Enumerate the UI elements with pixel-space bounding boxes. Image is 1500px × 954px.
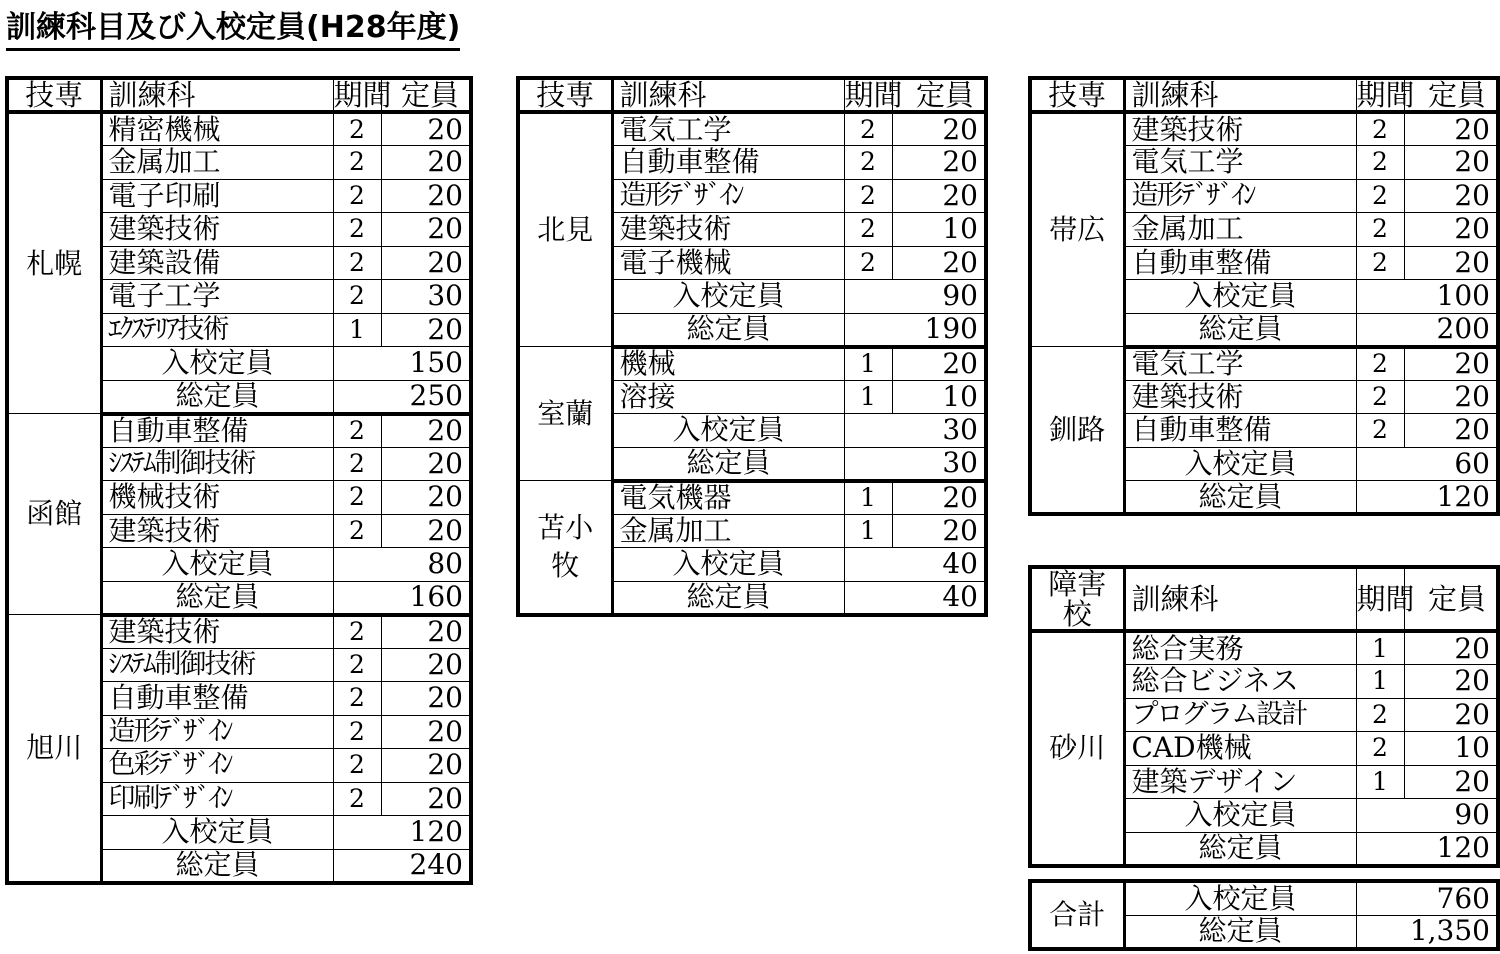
- course-period: 2: [333, 682, 381, 716]
- course-period: 2: [1356, 146, 1404, 180]
- total-value: 120: [1356, 832, 1498, 866]
- total-value: 250: [333, 380, 471, 414]
- table-grand-total: [1028, 879, 1500, 951]
- course-period: 2: [1356, 112, 1404, 146]
- course-capacity: 20: [1404, 146, 1498, 180]
- campus-course-table: [516, 76, 988, 617]
- total-value: 120: [1356, 481, 1498, 515]
- course-name: 色彩ﾃﾞｻﾞｲﾝ: [101, 749, 333, 783]
- course-name: 建築技術: [101, 213, 333, 247]
- admission-label: 入校定員: [101, 347, 333, 381]
- course-capacity: 20: [1404, 698, 1498, 732]
- campus-name: 帯広: [1030, 112, 1124, 347]
- course-row: [1030, 631, 1498, 665]
- total-value: 240: [333, 849, 471, 883]
- total-label: 総定員: [101, 581, 333, 615]
- header-campus: 技専: [518, 78, 612, 112]
- course-capacity: 20: [892, 514, 986, 548]
- campus-course-table: [1028, 76, 1500, 516]
- admission-label: 入校定員: [101, 548, 333, 582]
- admission-label: 入校定員: [1124, 447, 1356, 481]
- header-campus: 技専: [1030, 78, 1124, 112]
- grand-total-label: 合計: [1030, 881, 1124, 949]
- admission-value: 120: [333, 816, 471, 850]
- course-period: 2: [1356, 732, 1404, 766]
- course-capacity: 20: [381, 313, 471, 347]
- header-row: [7, 78, 471, 112]
- course-name: 建築技術: [1124, 112, 1356, 146]
- course-period: 2: [333, 246, 381, 280]
- course-capacity: 20: [381, 481, 471, 515]
- course-name: 電子機械: [612, 246, 844, 280]
- course-period: 2: [1356, 347, 1404, 381]
- course-period: 2: [333, 615, 381, 649]
- course-period: 2: [844, 146, 892, 180]
- course-period: 1: [844, 514, 892, 548]
- course-period: 2: [333, 179, 381, 213]
- admission-value: 80: [333, 548, 471, 582]
- grand-admission-label: 入校定員: [1124, 881, 1356, 915]
- course-name: 自動車整備: [101, 682, 333, 716]
- campus-name: 釧路: [1030, 347, 1124, 515]
- course-name: 自動車整備: [1124, 414, 1356, 448]
- total-label: 総定員: [612, 447, 844, 481]
- course-period: 1: [844, 380, 892, 414]
- header-period: 期間: [1356, 78, 1415, 112]
- course-period: 2: [1356, 246, 1404, 280]
- course-capacity: 20: [381, 447, 471, 481]
- header-period: 期間: [333, 78, 392, 112]
- total-label: 総定員: [101, 849, 333, 883]
- course-period: 2: [333, 112, 381, 146]
- course-name: プログラム設計: [1124, 698, 1356, 732]
- course-period: 2: [1356, 698, 1404, 732]
- course-capacity: 20: [381, 414, 471, 448]
- course-capacity: 20: [381, 112, 471, 146]
- grand-total-capacity-label: 総定員: [1124, 915, 1356, 949]
- course-name: CAD機械: [1124, 732, 1356, 766]
- course-name: ｼｽﾃﾑ制御技術: [101, 648, 333, 682]
- course-period: 2: [844, 179, 892, 213]
- course-name: 建築技術: [101, 615, 333, 649]
- course-capacity: 20: [381, 615, 471, 649]
- course-period: 1: [1356, 631, 1404, 665]
- course-capacity: 20: [381, 514, 471, 548]
- header-capacity: 定員: [1404, 78, 1498, 112]
- header-course: 訓練科: [612, 78, 844, 112]
- course-capacity: 20: [381, 246, 471, 280]
- header-campus: 障害校: [1030, 567, 1124, 631]
- campus-course-table: [5, 76, 473, 885]
- course-name: 総合ビジネス: [1124, 665, 1356, 699]
- course-name: 造形ﾃﾞｻﾞｲﾝ: [1124, 179, 1356, 213]
- course-row: [518, 112, 986, 146]
- course-name: 電気工学: [612, 112, 844, 146]
- course-period: 1: [1356, 765, 1404, 799]
- course-name: 溶接: [612, 380, 844, 414]
- grand-admission-value: 760: [1356, 881, 1498, 915]
- course-capacity: 20: [1404, 112, 1498, 146]
- course-name: ｼｽﾃﾑ制御技術: [101, 447, 333, 481]
- course-capacity: 20: [892, 246, 986, 280]
- course-name: ｴｸｽﾃﾘｱ技術: [101, 313, 333, 347]
- course-capacity: 20: [1404, 246, 1498, 280]
- course-capacity: 20: [381, 715, 471, 749]
- course-name: 金属加工: [1124, 213, 1356, 247]
- header-capacity: 定員: [1404, 567, 1498, 631]
- course-row: [7, 615, 471, 649]
- course-period: 2: [333, 213, 381, 247]
- course-capacity: 10: [1404, 732, 1498, 766]
- header-capacity: 定員: [381, 78, 471, 112]
- course-row: [518, 481, 986, 515]
- total-label: 総定員: [1124, 313, 1356, 347]
- course-capacity: 10: [892, 380, 986, 414]
- admission-label: 入校定員: [101, 816, 333, 850]
- total-value: 190: [844, 313, 986, 347]
- course-capacity: 20: [1404, 631, 1498, 665]
- admission-value: 90: [844, 280, 986, 314]
- course-name: 電子工学: [101, 280, 333, 314]
- course-capacity: 20: [1404, 380, 1498, 414]
- course-name: 自動車整備: [1124, 246, 1356, 280]
- course-capacity: 20: [381, 648, 471, 682]
- total-label: 総定員: [1124, 481, 1356, 515]
- course-capacity: 20: [381, 146, 471, 180]
- course-capacity: 20: [381, 782, 471, 816]
- course-name: 建築技術: [101, 514, 333, 548]
- course-period: 2: [333, 146, 381, 180]
- campus-name: 苫小牧: [518, 481, 612, 615]
- course-capacity: 20: [381, 213, 471, 247]
- total-value: 30: [844, 447, 986, 481]
- admission-label: 入校定員: [1124, 280, 1356, 314]
- course-period: 1: [844, 347, 892, 381]
- total-label: 総定員: [1124, 832, 1356, 866]
- course-name: 造形ﾃﾞｻﾞｲﾝ: [101, 715, 333, 749]
- course-capacity: 20: [1404, 414, 1498, 448]
- course-capacity: 20: [1404, 179, 1498, 213]
- course-row: [7, 414, 471, 448]
- campus-name: 北見: [518, 112, 612, 347]
- total-value: 160: [333, 581, 471, 615]
- table-right: [1028, 76, 1500, 516]
- course-name: 自動車整備: [612, 146, 844, 180]
- course-capacity: 20: [892, 146, 986, 180]
- course-period: 2: [1356, 414, 1404, 448]
- admission-value: 60: [1356, 447, 1498, 481]
- course-row: [518, 347, 986, 381]
- course-period: 2: [333, 514, 381, 548]
- course-capacity: 20: [1404, 765, 1498, 799]
- course-name: 印刷ﾃﾞｻﾞｲﾝ: [101, 782, 333, 816]
- table-disability: [1028, 565, 1500, 868]
- admission-value: 150: [333, 347, 471, 381]
- course-period: 2: [333, 280, 381, 314]
- campus-name: 旭川: [7, 615, 101, 883]
- course-period: 2: [333, 715, 381, 749]
- course-period: 1: [1356, 665, 1404, 699]
- course-period: 2: [333, 749, 381, 783]
- campus-name: 室蘭: [518, 347, 612, 481]
- course-name: 精密機械: [101, 112, 333, 146]
- course-period: 2: [1356, 213, 1404, 247]
- course-name: 電子印刷: [101, 179, 333, 213]
- header-row: [1030, 78, 1498, 112]
- header-row: [518, 78, 986, 112]
- admission-value: 30: [844, 414, 986, 448]
- admission-value: 90: [1356, 799, 1498, 833]
- course-capacity: 20: [1404, 347, 1498, 381]
- course-capacity: 20: [381, 682, 471, 716]
- course-period: 2: [1356, 179, 1404, 213]
- grand-total-value: 1,350: [1356, 915, 1498, 949]
- course-name: 電気機器: [612, 481, 844, 515]
- course-name: 機械技術: [101, 481, 333, 515]
- campus-name: 砂川: [1030, 631, 1124, 866]
- course-capacity: 30: [381, 280, 471, 314]
- campus-name: 札幌: [7, 112, 101, 414]
- admission-label: 入校定員: [612, 414, 844, 448]
- course-name: 建築技術: [1124, 380, 1356, 414]
- table-left: [5, 76, 473, 885]
- campus-course-table: [1028, 565, 1500, 868]
- course-name: 金属加工: [612, 514, 844, 548]
- course-capacity: 20: [892, 179, 986, 213]
- course-name: 機械: [612, 347, 844, 381]
- course-period: 2: [844, 213, 892, 247]
- course-name: 電気工学: [1124, 146, 1356, 180]
- course-capacity: 10: [892, 213, 986, 247]
- header-course: 訓練科: [101, 78, 333, 112]
- header-course: 訓練科: [1124, 567, 1356, 631]
- course-name: 金属加工: [101, 146, 333, 180]
- course-capacity: 20: [381, 749, 471, 783]
- header-period: 期間: [844, 78, 903, 112]
- course-capacity: 20: [892, 112, 986, 146]
- course-name: 建築技術: [612, 213, 844, 247]
- course-period: 2: [844, 246, 892, 280]
- table-middle: [516, 76, 988, 617]
- admission-label: 入校定員: [1124, 799, 1356, 833]
- total-label: 総定員: [101, 380, 333, 414]
- course-period: 2: [333, 447, 381, 481]
- course-row: [1030, 347, 1498, 381]
- page-title: 訓練科目及び入校定員(H28年度): [6, 8, 460, 51]
- course-period: 2: [844, 112, 892, 146]
- course-period: 1: [844, 481, 892, 515]
- course-name: 建築設備: [101, 246, 333, 280]
- course-name: 総合実務: [1124, 631, 1356, 665]
- course-name: 建築デザイン: [1124, 765, 1356, 799]
- header-campus: 技専: [7, 78, 101, 112]
- header-course: 訓練科: [1124, 78, 1356, 112]
- header-period: 期間: [1356, 567, 1404, 631]
- course-row: [7, 112, 471, 146]
- total-label: 総定員: [612, 581, 844, 615]
- admission-label: 入校定員: [612, 280, 844, 314]
- course-period: 2: [1356, 380, 1404, 414]
- course-capacity: 20: [892, 481, 986, 515]
- course-capacity: 20: [892, 347, 986, 381]
- course-capacity: 20: [381, 179, 471, 213]
- course-period: 2: [333, 648, 381, 682]
- course-period: 2: [333, 414, 381, 448]
- course-capacity: 20: [1404, 213, 1498, 247]
- course-name: 電気工学: [1124, 347, 1356, 381]
- total-value: 40: [844, 581, 986, 615]
- header-capacity: 定員: [892, 78, 986, 112]
- admission-label: 入校定員: [612, 548, 844, 582]
- total-value: 200: [1356, 313, 1498, 347]
- course-period: 2: [333, 481, 381, 515]
- total-label: 総定員: [612, 313, 844, 347]
- admission-value: 40: [844, 548, 986, 582]
- course-period: 2: [333, 782, 381, 816]
- course-capacity: 20: [1404, 665, 1498, 699]
- course-name: 自動車整備: [101, 414, 333, 448]
- campus-name: 函館: [7, 414, 101, 615]
- header-row: [1030, 567, 1498, 631]
- course-name: 造形ﾃﾞｻﾞｲﾝ: [612, 179, 844, 213]
- admission-value: 100: [1356, 280, 1498, 314]
- course-period: 1: [333, 313, 381, 347]
- course-row: [1030, 112, 1498, 146]
